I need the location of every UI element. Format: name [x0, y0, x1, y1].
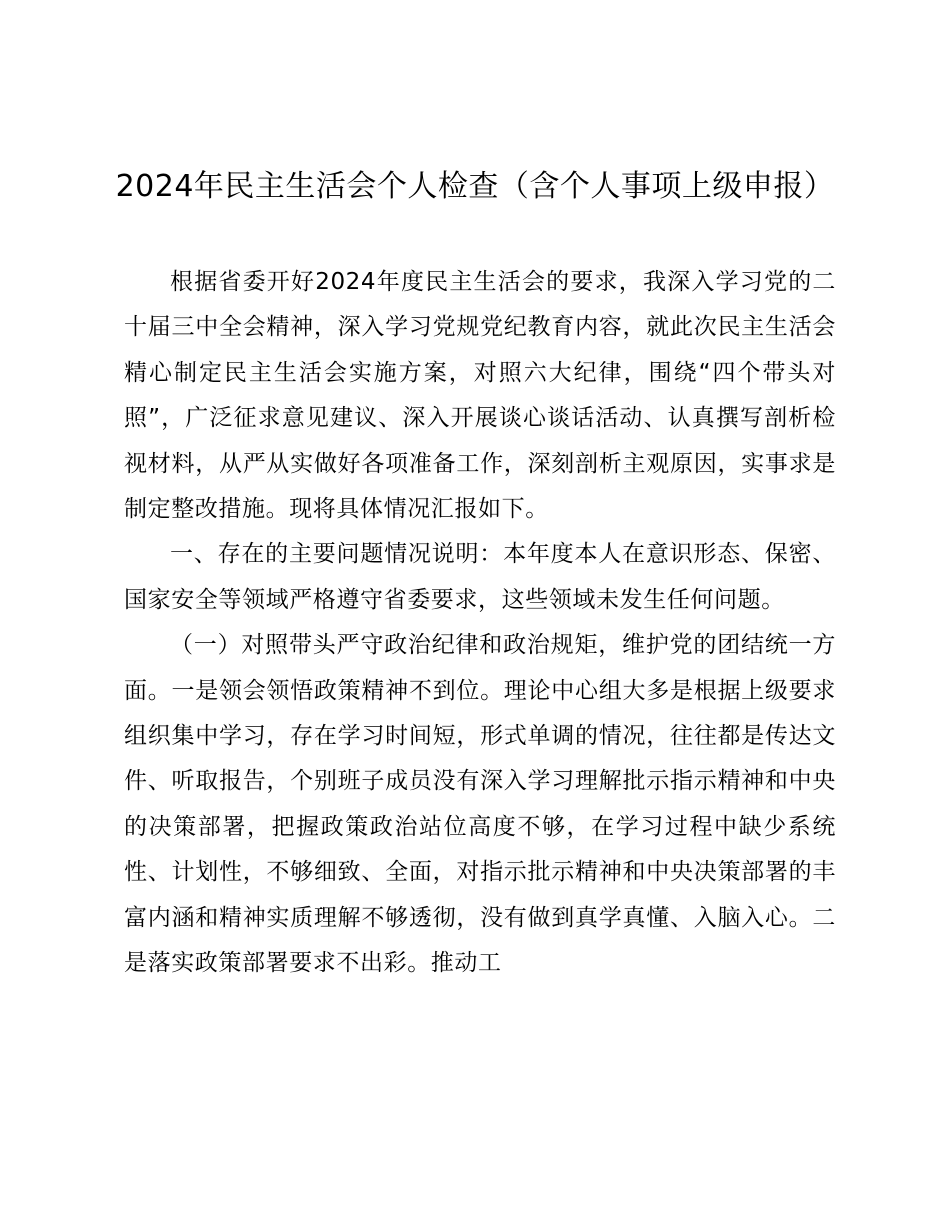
document-body	[124, 260, 836, 987]
paragraph-section-one: 一、存在的主要问题情况说明：本年度本人在意识形态、保密、国家安全等领域严格遵守省委要求，这些领域未发生任何问题。	[124, 541, 836, 613]
paragraph-subsection-one: （一）对照带头严守政治纪律和政治规矩，维护党的团结统一方面。一是领会领悟政策精神不到位。理论中心组大多是根据上级要求组织集中学习，存在学习时间短，形式单调的情况，往往都是传达文件、听取报告，个别班子成员没有深入学习理解批示指示精神和中央的决策部署，把握政策政治站位高度不够，在学习过程中缺少系统性、计划性，不够细致、全面，对指示批示精神和中央决策部署的丰富内涵和精神实质理解不够透彻，没有做到真学真懂、入脑入心。二是落实政策部署要求不出彩。推动工	[124, 632, 836, 977]
document-title: 2024年民主生活会个人检查（含个人事项上级申报）	[115, 169, 835, 204]
paragraph-intro: 根据省委开好2024年度民主生活会的要求，我深入学习党的二十届三中全会精神，深入学习党规党纪教育内容，就此次民主生活会精心制定民主生活会实施方案，对照六大纪律，围绕“四个带头对照”，广泛征求意见建议、深入开展谈心谈话活动、认真撰写剖析检视材料，从严从实做好各项准备工作，深刻剖析主观原因，实事求是制定整改措施。现将具体情况汇报如下。	[124, 269, 836, 523]
